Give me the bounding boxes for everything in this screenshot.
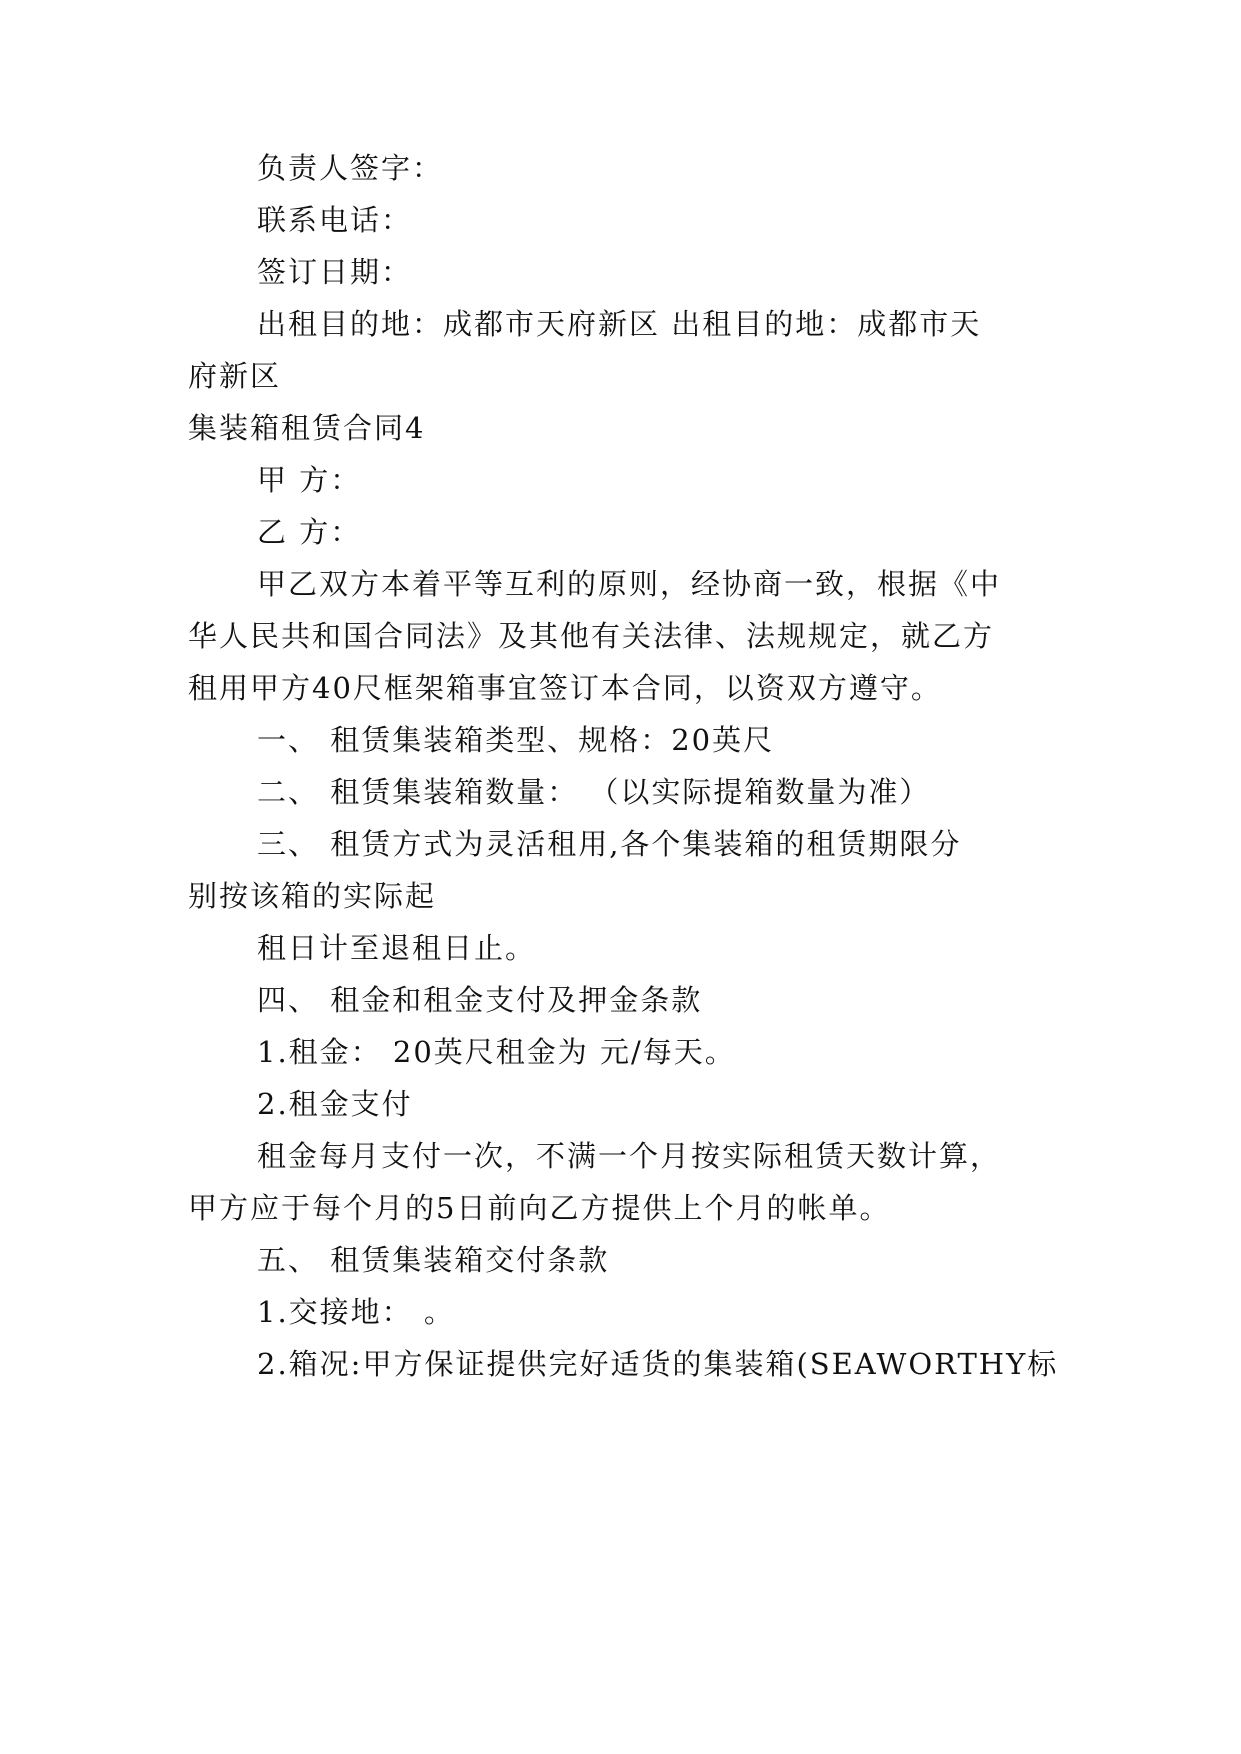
clause-3: 三、 租赁方式为灵活租用,各个集装箱的租赁期限分 [257,827,962,861]
contract-title: 集装箱租赁合同4 [188,411,426,445]
clause-1: 一、 租赁集装箱类型、规格：20英尺 [257,723,775,757]
contact-phone-line: 联系电话： [257,203,413,237]
payment-text-line-2: 甲方应于每个月的5日前向乙方提供上个月的帐单。 [188,1191,891,1225]
payment-text-line-1: 租金每月支付一次，不满一个月按实际租赁天数计算， [257,1139,1002,1173]
clause-3-cont-2: 租日计至退租日止。 [257,931,537,965]
destination-line-cont: 府新区 [188,359,282,393]
destination-line: 出租目的地：成都市天府新区 出租目的地：成都市天 [257,307,982,341]
clause-5-item-1: 1.交接地： 。 [257,1295,455,1329]
clause-4-heading: 四、 租金和租金支付及押金条款 [257,983,703,1017]
party-a-line: 甲 方： [257,463,362,497]
clause-2: 二、 租赁集装箱数量： （以实际提箱数量为准） [257,775,931,809]
preamble-line-2: 华人民共和国合同法》及其他有关法律、法规规定，就乙方 [188,619,995,653]
sign-date-line: 签订日期： [257,255,413,289]
clause-5-heading: 五、 租赁集装箱交付条款 [257,1243,610,1277]
preamble-line-1: 甲乙双方本着平等互利的原则，经协商一致，根据《中 [257,567,1002,601]
party-b-line: 乙 方： [257,515,362,549]
clause-5-item-2: 2.箱况:甲方保证提供完好适货的集装箱(SEAWORTHY标 [257,1347,1059,1381]
clause-3-cont-1: 别按该箱的实际起 [188,879,437,913]
preamble-line-3: 租用甲方40尺框架箱事宜签订本合同，以资双方遵守。 [188,671,942,705]
clause-4-item-2: 2.租金支付 [257,1087,413,1121]
signature-line: 负责人签字： [257,151,444,185]
clause-4-item-1: 1.租金： 20英尺租金为 元/每天。 [257,1035,736,1069]
